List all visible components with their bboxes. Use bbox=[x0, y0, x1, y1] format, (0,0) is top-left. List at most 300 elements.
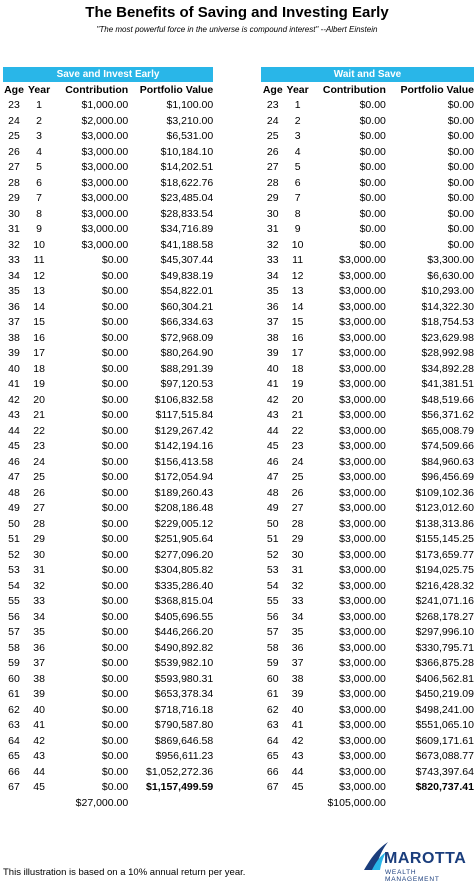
year-cell: 39 bbox=[33, 688, 45, 700]
portfolio-cell: $277,096.20 bbox=[154, 548, 214, 561]
year-cell: 15 bbox=[291, 316, 304, 328]
table-row bbox=[0, 191, 213, 207]
year-cell: 30 bbox=[291, 548, 304, 561]
age-cell: 50 bbox=[266, 517, 279, 530]
contribution-cell: $3,000.00 bbox=[81, 238, 129, 251]
year-cell: 28 bbox=[33, 517, 45, 530]
age-cell: 61 bbox=[266, 688, 279, 700]
table-row bbox=[259, 284, 474, 300]
table-row bbox=[0, 548, 213, 564]
age-cell: 30 bbox=[8, 207, 20, 220]
table-row bbox=[259, 377, 474, 393]
table-row bbox=[0, 532, 213, 548]
portfolio-cell: $18,622.76 bbox=[160, 176, 214, 189]
portfolio-cell: $0.00 bbox=[447, 176, 474, 189]
age-cell: 46 bbox=[8, 455, 20, 468]
contribution-header: Contribution bbox=[65, 84, 129, 96]
empty-cell bbox=[287, 796, 309, 812]
portfolio-cell: $3,300.00 bbox=[427, 254, 474, 266]
age-cell: 26 bbox=[266, 145, 279, 158]
portfolio-cell: $156,413.58 bbox=[154, 455, 214, 468]
contribution-cell: $3,000.00 bbox=[81, 161, 129, 173]
portfolio-header: Portfolio Value bbox=[400, 84, 474, 96]
year-cell: 37 bbox=[33, 657, 45, 669]
wait-save-panel bbox=[259, 67, 474, 811]
wait-save-banner: Wait and Save bbox=[261, 67, 474, 82]
contribution-cell: $3,000.00 bbox=[81, 207, 129, 220]
year-cell: 18 bbox=[33, 362, 45, 375]
year-cell: 12 bbox=[33, 269, 45, 282]
contribution-cell: $3,000.00 bbox=[339, 517, 386, 530]
age-cell: 41 bbox=[266, 378, 279, 390]
portfolio-cell: $743,397.64 bbox=[415, 765, 474, 778]
age-cell: 43 bbox=[8, 409, 20, 421]
table-row bbox=[0, 98, 213, 114]
portfolio-cell: $56,371.62 bbox=[421, 409, 474, 421]
table-row bbox=[0, 703, 213, 719]
table-row bbox=[259, 207, 474, 223]
table-row bbox=[0, 687, 213, 703]
year-cell: 6 bbox=[294, 176, 301, 189]
table-row bbox=[0, 470, 213, 486]
age-cell: 40 bbox=[266, 362, 279, 375]
contribution-cell: $0.00 bbox=[101, 688, 129, 700]
portfolio-cell: $551,065.10 bbox=[415, 719, 474, 731]
table-row bbox=[259, 331, 474, 347]
table-row bbox=[0, 408, 213, 424]
year-cell: 25 bbox=[33, 471, 45, 483]
portfolio-cell: $84,960.63 bbox=[421, 455, 474, 468]
year-cell: 10 bbox=[291, 238, 304, 251]
year-cell: 5 bbox=[294, 161, 301, 173]
contribution-cell: $0.00 bbox=[101, 331, 129, 344]
contribution-cell: $3,000.00 bbox=[339, 347, 386, 359]
portfolio-cell: $172,054.94 bbox=[154, 471, 214, 483]
year-cell: 24 bbox=[33, 455, 45, 468]
year-cell: 29 bbox=[33, 533, 45, 545]
table-row bbox=[259, 439, 474, 455]
table-row bbox=[0, 145, 213, 161]
table-row bbox=[0, 176, 213, 192]
contribution-cell: $3,000.00 bbox=[339, 254, 386, 266]
year-cell: 42 bbox=[33, 734, 45, 747]
empty-cell bbox=[28, 796, 50, 812]
age-cell: 46 bbox=[266, 455, 279, 468]
age-cell: 59 bbox=[8, 657, 20, 669]
portfolio-cell: $14,202.51 bbox=[160, 161, 214, 173]
portfolio-cell: $406,562.81 bbox=[415, 672, 474, 685]
year-cell: 4 bbox=[36, 145, 43, 158]
portfolio-cell: $194,025.75 bbox=[415, 564, 474, 576]
table-row bbox=[259, 579, 474, 595]
table-row bbox=[0, 501, 213, 517]
portfolio-cell: $241,071.16 bbox=[415, 595, 474, 607]
contribution-cell: $0.00 bbox=[359, 145, 386, 158]
age-cell: 34 bbox=[266, 269, 279, 282]
portfolio-cell: $34,716.89 bbox=[160, 223, 214, 235]
table-row bbox=[259, 734, 474, 750]
age-cell: 59 bbox=[266, 657, 279, 669]
table-row bbox=[259, 610, 474, 626]
year-cell: 42 bbox=[291, 734, 304, 747]
year-cell: 45 bbox=[291, 781, 304, 793]
contribution-cell: $3,000.00 bbox=[339, 657, 386, 669]
year-cell: 40 bbox=[33, 703, 45, 716]
portfolio-cell: $14,322.30 bbox=[421, 300, 474, 313]
age-cell: 35 bbox=[266, 285, 279, 297]
table-row bbox=[259, 393, 474, 409]
table-row bbox=[0, 455, 213, 471]
table-row bbox=[259, 176, 474, 192]
table-row bbox=[0, 393, 213, 409]
portfolio-cell: $297,996.10 bbox=[415, 626, 474, 638]
contribution-cell: $3,000.00 bbox=[81, 130, 129, 142]
portfolio-cell: $268,178.27 bbox=[415, 610, 474, 623]
year-cell: 28 bbox=[291, 517, 304, 530]
portfolio-cell: $23,485.04 bbox=[160, 192, 214, 204]
year-cell: 5 bbox=[36, 161, 43, 173]
year-cell: 41 bbox=[291, 719, 304, 731]
year-cell: 35 bbox=[291, 626, 304, 638]
header-row bbox=[259, 82, 474, 98]
contribution-cell: $0.00 bbox=[101, 254, 129, 266]
age-cell: 31 bbox=[266, 223, 279, 235]
table-row bbox=[259, 238, 474, 254]
age-cell: 25 bbox=[266, 130, 279, 142]
year-cell: 20 bbox=[33, 393, 45, 406]
age-cell: 54 bbox=[8, 579, 20, 592]
portfolio-cell: $251,905.64 bbox=[154, 533, 214, 545]
table-row bbox=[259, 98, 474, 114]
contribution-header: Contribution bbox=[322, 84, 386, 96]
contribution-cell: $0.00 bbox=[101, 440, 129, 452]
year-cell: 9 bbox=[294, 223, 301, 235]
contribution-cell: $0.00 bbox=[359, 99, 386, 111]
contribution-cell: $0.00 bbox=[101, 719, 129, 731]
table-row bbox=[0, 486, 213, 502]
age-cell: 38 bbox=[8, 331, 20, 344]
year-header: Year bbox=[286, 84, 309, 96]
age-cell: 31 bbox=[8, 223, 20, 235]
age-cell: 49 bbox=[8, 502, 20, 514]
portfolio-cell: $539,982.10 bbox=[154, 657, 214, 669]
contribution-cell: $0.00 bbox=[101, 626, 129, 638]
age-cell: 47 bbox=[266, 471, 279, 483]
portfolio-cell: $18,754.53 bbox=[421, 316, 474, 328]
contribution-cell: $0.00 bbox=[359, 238, 386, 251]
age-cell: 44 bbox=[266, 424, 279, 437]
age-cell: 45 bbox=[266, 440, 279, 452]
portfolio-cell: $229,005.12 bbox=[154, 517, 214, 530]
contribution-cell: $3,000.00 bbox=[339, 378, 386, 390]
age-cell: 66 bbox=[8, 765, 20, 778]
table-row bbox=[259, 563, 474, 579]
contribution-cell: $3,000.00 bbox=[339, 331, 386, 344]
table-row bbox=[259, 424, 474, 440]
age-cell: 53 bbox=[266, 564, 279, 576]
table-row bbox=[0, 625, 213, 641]
year-cell: 34 bbox=[291, 610, 304, 623]
age-cell: 64 bbox=[266, 734, 279, 747]
year-cell: 8 bbox=[36, 207, 43, 220]
contribution-cell: $3,000.00 bbox=[339, 471, 386, 483]
year-cell: 36 bbox=[291, 641, 304, 654]
contribution-cell: $3,000.00 bbox=[339, 316, 386, 328]
year-cell: 9 bbox=[36, 223, 43, 235]
table-row bbox=[0, 253, 213, 269]
year-cell: 3 bbox=[294, 130, 301, 142]
table-row bbox=[0, 424, 213, 440]
age-cell: 40 bbox=[8, 362, 20, 375]
age-cell: 67 bbox=[266, 781, 279, 793]
age-cell: 33 bbox=[266, 254, 279, 266]
contribution-cell: $0.00 bbox=[359, 114, 386, 127]
year-cell: 19 bbox=[33, 378, 45, 390]
year-cell: 27 bbox=[291, 502, 304, 514]
portfolio-cell: $41,381.51 bbox=[421, 378, 474, 390]
year-cell: 43 bbox=[291, 750, 304, 762]
year-cell: 43 bbox=[33, 750, 45, 762]
portfolio-cell: $23,629.98 bbox=[421, 331, 474, 344]
age-cell: 61 bbox=[8, 688, 20, 700]
table-row bbox=[0, 579, 213, 595]
portfolio-cell: $189,260.43 bbox=[154, 486, 214, 499]
contribution-cell: $0.00 bbox=[359, 192, 386, 204]
year-cell: 21 bbox=[33, 409, 45, 421]
marotta-logo bbox=[362, 838, 472, 884]
portfolio-cell: $593,980.31 bbox=[154, 672, 214, 685]
table-row bbox=[259, 455, 474, 471]
table-row bbox=[0, 610, 213, 626]
contribution-cell: $3,000.00 bbox=[339, 564, 386, 576]
contribution-cell: $3,000.00 bbox=[339, 641, 386, 654]
portfolio-cell: $1,100.00 bbox=[166, 99, 214, 111]
contribution-cell: $3,000.00 bbox=[81, 223, 129, 235]
age-header: Age bbox=[4, 84, 24, 96]
portfolio-cell: $0.00 bbox=[447, 130, 474, 142]
contribution-cell: $3,000.00 bbox=[339, 579, 386, 592]
age-cell: 63 bbox=[266, 719, 279, 731]
portfolio-cell: $335,286.40 bbox=[154, 579, 214, 592]
empty-cell bbox=[128, 796, 213, 812]
portfolio-cell: $138,313.86 bbox=[415, 517, 474, 530]
contribution-cell: $0.00 bbox=[101, 409, 129, 421]
table-row bbox=[0, 749, 213, 765]
contribution-cell: $1,000.00 bbox=[81, 99, 129, 111]
contribution-cell: $3,000.00 bbox=[339, 672, 386, 685]
contribution-cell: $0.00 bbox=[101, 610, 129, 623]
portfolio-cell: $173,659.77 bbox=[415, 548, 474, 561]
portfolio-cell: $96,456.69 bbox=[421, 471, 474, 483]
age-cell: 25 bbox=[8, 130, 20, 142]
portfolio-cell: $216,428.32 bbox=[415, 579, 474, 592]
year-cell: 21 bbox=[291, 409, 304, 421]
portfolio-cell: $0.00 bbox=[447, 99, 474, 111]
age-cell: 67 bbox=[8, 781, 20, 793]
total-row bbox=[0, 796, 213, 812]
year-cell: 1 bbox=[36, 99, 43, 111]
table-row bbox=[0, 315, 213, 331]
portfolio-cell: $0.00 bbox=[447, 207, 474, 220]
contribution-cell: $3,000.00 bbox=[339, 610, 386, 623]
contribution-cell: $3,000.00 bbox=[339, 548, 386, 561]
contribution-cell: $0.00 bbox=[359, 207, 386, 220]
contribution-cell: $3,000.00 bbox=[339, 362, 386, 375]
contribution-cell: $0.00 bbox=[359, 176, 386, 189]
table-row bbox=[0, 160, 213, 176]
year-cell: 4 bbox=[294, 145, 301, 158]
year-cell: 25 bbox=[291, 471, 304, 483]
contribution-cell: $3,000.00 bbox=[339, 719, 386, 731]
contribution-cell: $0.00 bbox=[101, 471, 129, 483]
age-cell: 60 bbox=[8, 672, 20, 685]
portfolio-cell: $653,378.34 bbox=[154, 688, 214, 700]
table-row bbox=[259, 160, 474, 176]
age-cell: 63 bbox=[8, 719, 20, 731]
age-cell: 36 bbox=[266, 300, 279, 313]
contribution-cell: $3,000.00 bbox=[339, 533, 386, 545]
table-row bbox=[0, 207, 213, 223]
age-cell: 24 bbox=[266, 114, 279, 127]
portfolio-cell: $117,515.84 bbox=[155, 409, 214, 421]
age-cell: 29 bbox=[266, 192, 279, 204]
year-cell: 44 bbox=[291, 765, 304, 778]
portfolio-cell: $66,334.63 bbox=[160, 316, 214, 328]
contribution-cell: $3,000.00 bbox=[339, 486, 386, 499]
contribution-cell: $3,000.00 bbox=[339, 300, 386, 313]
year-cell: 11 bbox=[292, 254, 304, 266]
year-cell: 24 bbox=[291, 455, 304, 468]
header-row bbox=[0, 82, 213, 98]
year-cell: 44 bbox=[33, 765, 45, 778]
table-row bbox=[259, 191, 474, 207]
table-row bbox=[259, 625, 474, 641]
portfolio-cell: $10,293.00 bbox=[421, 285, 474, 297]
portfolio-cell: $28,992.98 bbox=[421, 347, 474, 359]
portfolio-cell: $3,210.00 bbox=[166, 114, 214, 127]
table-row bbox=[259, 672, 474, 688]
portfolio-cell: $34,892.28 bbox=[421, 362, 474, 375]
year-cell: 10 bbox=[33, 238, 45, 251]
contribution-cell: $0.00 bbox=[359, 223, 386, 235]
portfolio-cell: $790,587.80 bbox=[154, 719, 214, 731]
portfolio-cell: $405,696.55 bbox=[154, 610, 214, 623]
contribution-cell: $3,000.00 bbox=[339, 703, 386, 716]
year-cell: 13 bbox=[33, 285, 45, 297]
save-early-banner: Save and Invest Early bbox=[3, 67, 213, 82]
portfolio-cell: $28,833.54 bbox=[160, 207, 214, 220]
portfolio-cell: $0.00 bbox=[447, 145, 474, 158]
table-row bbox=[259, 300, 474, 316]
total-contribution: $105,000.00 bbox=[327, 796, 386, 809]
contribution-cell: $3,000.00 bbox=[339, 734, 386, 747]
contribution-cell: $0.00 bbox=[101, 579, 129, 592]
contribution-cell: $0.00 bbox=[101, 424, 129, 437]
contribution-cell: $0.00 bbox=[101, 765, 129, 778]
age-cell: 35 bbox=[8, 285, 20, 297]
age-cell: 43 bbox=[266, 409, 279, 421]
portfolio-cell: $820,737.41 bbox=[415, 781, 474, 793]
age-cell: 36 bbox=[8, 300, 20, 313]
year-cell: 18 bbox=[291, 362, 304, 375]
contribution-cell: $3,000.00 bbox=[339, 455, 386, 468]
table-row bbox=[0, 269, 213, 285]
portfolio-cell: $450,219.09 bbox=[415, 688, 474, 700]
age-cell: 30 bbox=[266, 207, 279, 220]
contribution-cell: $0.00 bbox=[359, 161, 386, 173]
year-cell: 7 bbox=[294, 192, 301, 204]
table-row bbox=[0, 439, 213, 455]
contribution-cell: $0.00 bbox=[101, 595, 129, 607]
year-cell: 22 bbox=[291, 424, 304, 437]
logo-tagline: WEALTH MANAGEMENT bbox=[385, 869, 440, 883]
year-cell: 11 bbox=[33, 254, 45, 266]
portfolio-cell: $956,611.23 bbox=[155, 750, 214, 762]
table-row bbox=[259, 501, 474, 517]
year-cell: 2 bbox=[36, 114, 43, 127]
year-cell: 36 bbox=[33, 641, 45, 654]
year-cell: 12 bbox=[291, 269, 304, 282]
year-cell: 45 bbox=[33, 781, 45, 793]
table-row bbox=[0, 238, 213, 254]
age-cell: 64 bbox=[8, 734, 20, 747]
contribution-cell: $0.00 bbox=[101, 641, 129, 654]
portfolio-cell: $208,186.48 bbox=[154, 502, 214, 514]
year-cell: 20 bbox=[291, 393, 304, 406]
contribution-cell: $0.00 bbox=[101, 781, 129, 793]
table-row bbox=[259, 594, 474, 610]
contribution-cell: $0.00 bbox=[101, 533, 129, 545]
year-cell: 33 bbox=[33, 595, 45, 607]
age-cell: 55 bbox=[8, 595, 20, 607]
age-cell: 42 bbox=[266, 393, 279, 406]
table-row bbox=[0, 129, 213, 145]
year-cell: 2 bbox=[294, 114, 301, 127]
table-row bbox=[259, 687, 474, 703]
contribution-cell: $3,000.00 bbox=[339, 285, 386, 297]
age-cell: 26 bbox=[8, 145, 20, 158]
portfolio-cell: $0.00 bbox=[447, 114, 474, 127]
portfolio-cell: $446,266.20 bbox=[154, 626, 214, 638]
portfolio-cell: $49,838.19 bbox=[160, 269, 214, 282]
contribution-cell: $0.00 bbox=[101, 455, 129, 468]
contribution-cell: $0.00 bbox=[101, 672, 129, 685]
total-row bbox=[259, 796, 474, 812]
year-cell: 19 bbox=[291, 378, 304, 390]
contribution-cell: $0.00 bbox=[101, 734, 129, 747]
year-cell: 16 bbox=[33, 331, 45, 344]
table-row bbox=[0, 517, 213, 533]
portfolio-cell: $48,519.66 bbox=[421, 393, 474, 406]
table-row bbox=[259, 222, 474, 238]
year-header: Year bbox=[28, 84, 51, 96]
year-cell: 23 bbox=[291, 440, 304, 452]
portfolio-cell: $304,805.82 bbox=[154, 564, 214, 576]
age-cell: 41 bbox=[8, 378, 20, 390]
age-cell: 29 bbox=[8, 192, 20, 204]
age-header: Age bbox=[262, 84, 283, 96]
contribution-cell: $0.00 bbox=[101, 300, 129, 313]
table-row bbox=[0, 114, 213, 130]
table-row bbox=[0, 331, 213, 347]
portfolio-cell: $1,157,499.59 bbox=[146, 781, 214, 793]
year-cell: 1 bbox=[294, 99, 301, 111]
age-cell: 44 bbox=[8, 424, 20, 437]
age-cell: 23 bbox=[8, 99, 20, 111]
year-cell: 32 bbox=[291, 579, 304, 592]
table-row bbox=[259, 749, 474, 765]
portfolio-cell: $6,630.00 bbox=[427, 269, 474, 282]
